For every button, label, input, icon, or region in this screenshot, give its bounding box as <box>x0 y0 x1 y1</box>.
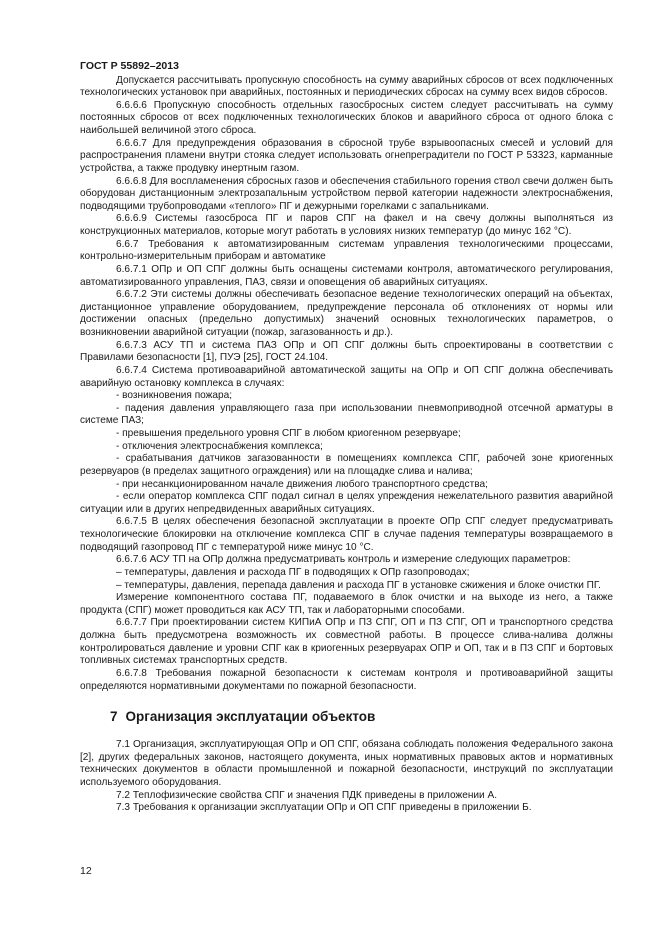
paragraph: 6.6.7.8 Требования пожарной безопасности к системам контроля и противоаварийной защиты определяются нормативными документами по пожарной безопасности. <box>80 667 613 692</box>
list-item: - если оператор комплекса СПГ подал сигнал в целях упреждения нежелательного развития аварийной ситуации или в других непредвиденных аварийных ситуациях. <box>80 491 613 515</box>
list-item: – температуры, давления, перепада давления и расхода ПГ в установке сжижения и блоке очистки ПГ. <box>116 579 601 591</box>
paragraph: 6.6.7.1 ОПр и ОП СПГ должны быть оснащены системами контроля, автоматического регулирования, автоматизированного управления, ПАЗ, связи и оповещения об аварийных ситуациях. <box>80 263 613 288</box>
paragraph: 6.6.7.3 АСУ ТП и система ПАЗ ОПр и ОП СПГ должны быть спроектированы в соответствии с Правилами безопасности [1], ПУЭ [25], ГОСТ 24.104. <box>80 339 613 364</box>
paragraph: 7.3 Требования к организации эксплуатации ОПр и ОП СПГ приведены в приложении Б. <box>116 802 532 814</box>
paragraph: Допускается рассчитывать пропускную способность на сумму аварийных сбросов от всех подключенных технологических установок при аварийных, постоянных и периодических сбросах на сумму всех видов сбросов. <box>80 74 613 99</box>
paragraph: 7.1 Организация, эксплуатирующая ОПр и ОП СПГ, обязана соблюдать положения Федерального закона [2], других федеральных законов, настоящего документа, иных нормативных правовых актов и нормативных технических документов в области промышленной и пожарной безопасности, инструкций по эксплуатации используемого оборудования. <box>80 739 613 789</box>
document-header: ГОСТ Р 55892–2013 <box>80 60 179 72</box>
list-item: - падения давления управляющего газа при использовании пневмоприводной отсечной арматуры в системе ПАЗ; <box>80 402 613 427</box>
paragraph: 6.6.7.2 Эти системы должны обеспечивать безопасное ведение технологических операций на объектах, дистанционное управление оборудованием, предупреждение персонала об отклонениях от нормы или достижении опасных (предельно допустимых) значений основных технологических параметров, о возникновении аварийной ситуации (пожар, загазованность и др.). <box>80 289 613 339</box>
section-heading <box>110 709 613 725</box>
paragraph: 6.6.7 Требования к автоматизированным системам управления технологическими процессами, контрольно-измерительным приборам и автоматике <box>80 238 613 263</box>
list-item: – температуры, давления и расхода ПГ в подводящих к ОПр газопроводах; <box>116 566 470 578</box>
body-top <box>80 75 613 694</box>
list-item: - возникновения пожара; <box>116 390 233 402</box>
paragraph: 6.6.7.6 АСУ ТП на ОПр должна предусматривать контроль и измерение следующих параметров: <box>116 554 571 566</box>
page-number: 12 <box>80 865 92 877</box>
list-item: - при несанкционированном начале движения любого транспортного средства; <box>116 478 488 490</box>
list-item: - отключения электроснабжения комплекса; <box>116 440 323 452</box>
paragraph: 6.6.6.9 Системы газосброса ПГ и паров СПГ на факел и на свечу должны выполняться из конструкционных материалов, которые могут работать в условиях низких температур (до минус 162 °С). <box>80 213 613 238</box>
body-bottom <box>80 739 613 815</box>
paragraph: 6.6.7.5 В целях обеспечения безопасной эксплуатации в проекте ОПр СПГ следует предусматривать технологические блокировки на отключение комплекса СПГ в случае падения температуры возвращаемого в подводящий газопровод ПГ с температурой ниже минус 10 °С. <box>80 516 613 553</box>
paragraph: 6.6.7.4 Система противоаварийной автоматической защиты на ОПр и ОП СПГ должна обеспечивать аварийную остановку комплекса в случаях: <box>80 364 613 389</box>
paragraph: 6.6.6.6 Пропускную способность отдельных газосбросных систем следует рассчитывать на сумму постоянных сбросов от всех подключенных технологических блоков и аварийного сброса от одного блока с наибольшей величиной этого сброса. <box>80 99 613 137</box>
paragraph: 6.6.6.8 Для воспламенения сбросных газов и обеспечения стабильного горения ствол свечи должен быть оборудован дистанционным электрозапальным устройством первой категории надежности электроснабжения, подводящими трубопроводами «теплого» ПГ и дежурными горелками с запальниками. <box>80 175 613 212</box>
paragraph: 6.6.7.7 При проектировании систем КИПиА ОПр и ПЗ СПГ, ОП и ПЗ СПГ, ОП и транспортного средства должна быть предусмотрена возможность их совместной работы. В процессе слива-налива должны контролироваться давление и уровни СПГ как в криогенных резервуарах ОПР и ОП, так и в ПЗ СПГ и бортовых топливных системах транспортных средств. <box>80 617 613 667</box>
list-item: - срабатывания датчиков загазованности в помещениях комплекса СПГ, рабочей зоне криогенных резервуаров (в пределах защитного ограждения) или на площадке слива и налива; <box>80 453 613 477</box>
section-title: Организация эксплуатации объектов <box>125 709 376 725</box>
paragraph: 6.6.6.7 Для предупреждения образования в сбросной трубе взрывоопасных смесей и условий для распространения пламени внутри стояка следует использовать огнепреградители по ГОСТ Р 53323, карманные устройства, а также продувку инертным газом. <box>80 137 613 174</box>
paragraph: Измерение компонентного состава ПГ, подаваемого в блок очистки и на выходе из него, а также продукта (СПГ) может проводиться как АСУ ТП, так и лабораторными способами. <box>80 592 613 616</box>
list-item: - превышения предельного уровня СПГ в любом криогенном резервуаре; <box>116 428 461 440</box>
section-number: 7 <box>110 709 118 725</box>
paragraph: 7.2 Теплофизические свойства СПГ и значения ПДК приведены в приложении А. <box>116 789 498 801</box>
